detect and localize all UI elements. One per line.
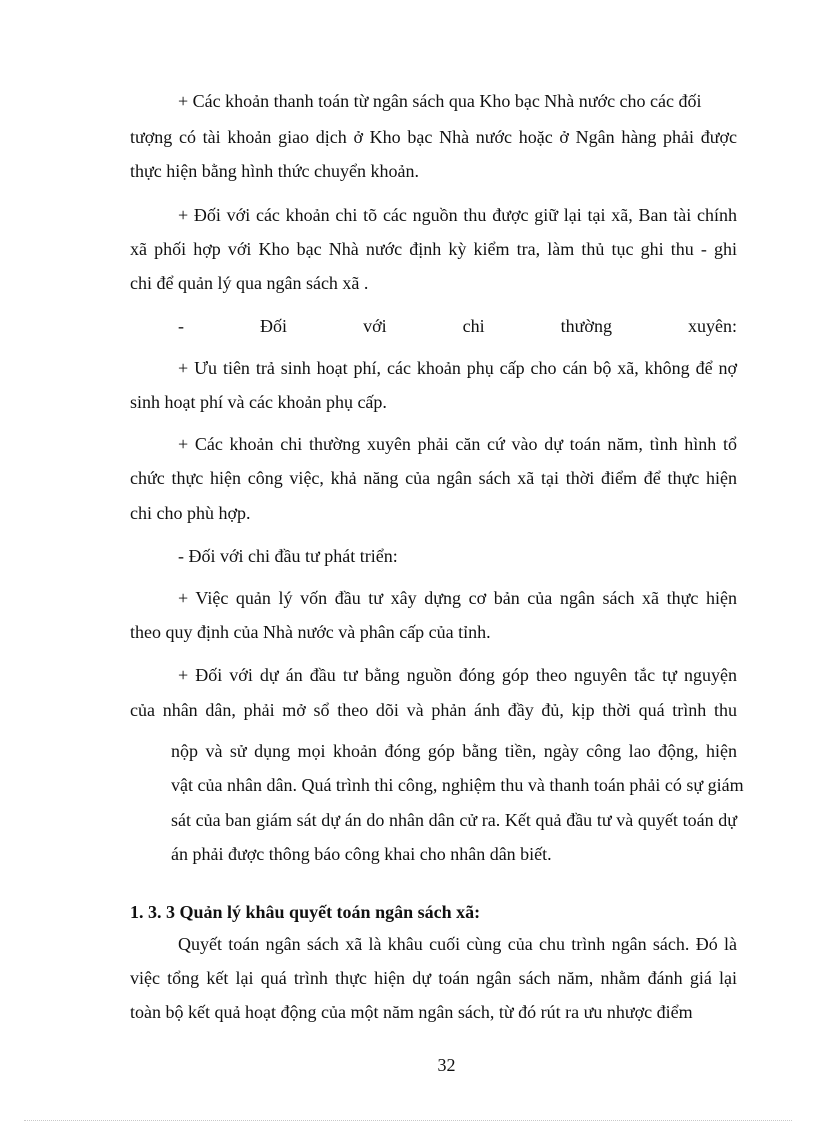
text-line: vật của nhân dân. Quá trình thi công, nghiệm thu và thanh toán phải có sự giám bbox=[171, 775, 744, 795]
text-line: án phải được thông báo công khai cho nhân dân biết. bbox=[171, 844, 552, 864]
section-heading: 1. 3. 3 Quản lý khâu quyết toán ngân sách xã: bbox=[130, 902, 481, 922]
page-bottom-divider bbox=[24, 1120, 792, 1121]
text-line: của nhân dân, phải mở sổ theo dõi và phản ánh đầy đủ, kịp thời quá trình thu bbox=[130, 700, 737, 720]
text-line: - Đối với chi thường xuyên: bbox=[178, 316, 737, 336]
text-line: chi để quản lý qua ngân sách xã . bbox=[130, 273, 369, 293]
text-line: việc tổng kết lại quá trình thực hiện dự toán ngân sách năm, nhằm đánh giá lại bbox=[130, 968, 737, 988]
text-line: chức thực hiện công việc, khả năng của ngân sách xã tại thời điểm để thực hiện bbox=[130, 468, 737, 488]
text-line: + Đối với các khoản chi tõ các nguồn thu được giữ lại tại xã, Ban tài chính bbox=[178, 205, 737, 225]
text-line: chi cho phù hợp. bbox=[130, 503, 251, 523]
text-line: tượng có tài khoản giao dịch ở Kho bạc Nhà nước hoặc ở Ngân hàng phải được bbox=[130, 127, 737, 147]
text-line: theo quy định của Nhà nước và phân cấp của tỉnh. bbox=[130, 622, 491, 642]
text-line: + Các khoản chi thường xuyên phải căn cứ vào dự toán năm, tình hình tổ bbox=[178, 434, 737, 454]
text-line: sinh hoạt phí và các khoản phụ cấp. bbox=[130, 392, 387, 412]
text-line: toàn bộ kết quả hoạt động của một năm ngân sách, từ đó rút ra ưu nhược điểm bbox=[130, 1002, 693, 1022]
text-line: - Đối với chi đầu tư phát triển: bbox=[178, 546, 398, 566]
text-line: thực hiện bằng hình thức chuyển khoản. bbox=[130, 161, 419, 181]
text-line: xã phối hợp với Kho bạc Nhà nước định kỳ kiểm tra, làm thủ tục ghi thu - ghi bbox=[130, 239, 737, 259]
text-line: sát của ban giám sát dự án do nhân dân cử ra. Kết quả đầu tư và quyết toán dự bbox=[171, 810, 737, 830]
text-line: Quyết toán ngân sách xã là khâu cuối cùng của chu trình ngân sách. Đó là bbox=[178, 934, 737, 954]
text-line: + Các khoản thanh toán từ ngân sách qua Kho bạc Nhà nước cho các đối bbox=[178, 91, 702, 111]
text-line: + Việc quản lý vốn đầu tư xây dựng cơ bản của ngân sách xã thực hiện bbox=[178, 588, 737, 608]
text-line: + Đối với dự án đầu tư bằng nguồn đóng góp theo nguyên tắc tự nguyện bbox=[178, 665, 737, 685]
text-line: nộp và sử dụng mọi khoản đóng góp bằng tiền, ngày công lao động, hiện bbox=[171, 741, 737, 761]
page-number: 32 bbox=[437, 1055, 456, 1075]
text-line: + Ưu tiên trả sinh hoạt phí, các khoản phụ cấp cho cán bộ xã, không để nợ bbox=[178, 358, 737, 378]
